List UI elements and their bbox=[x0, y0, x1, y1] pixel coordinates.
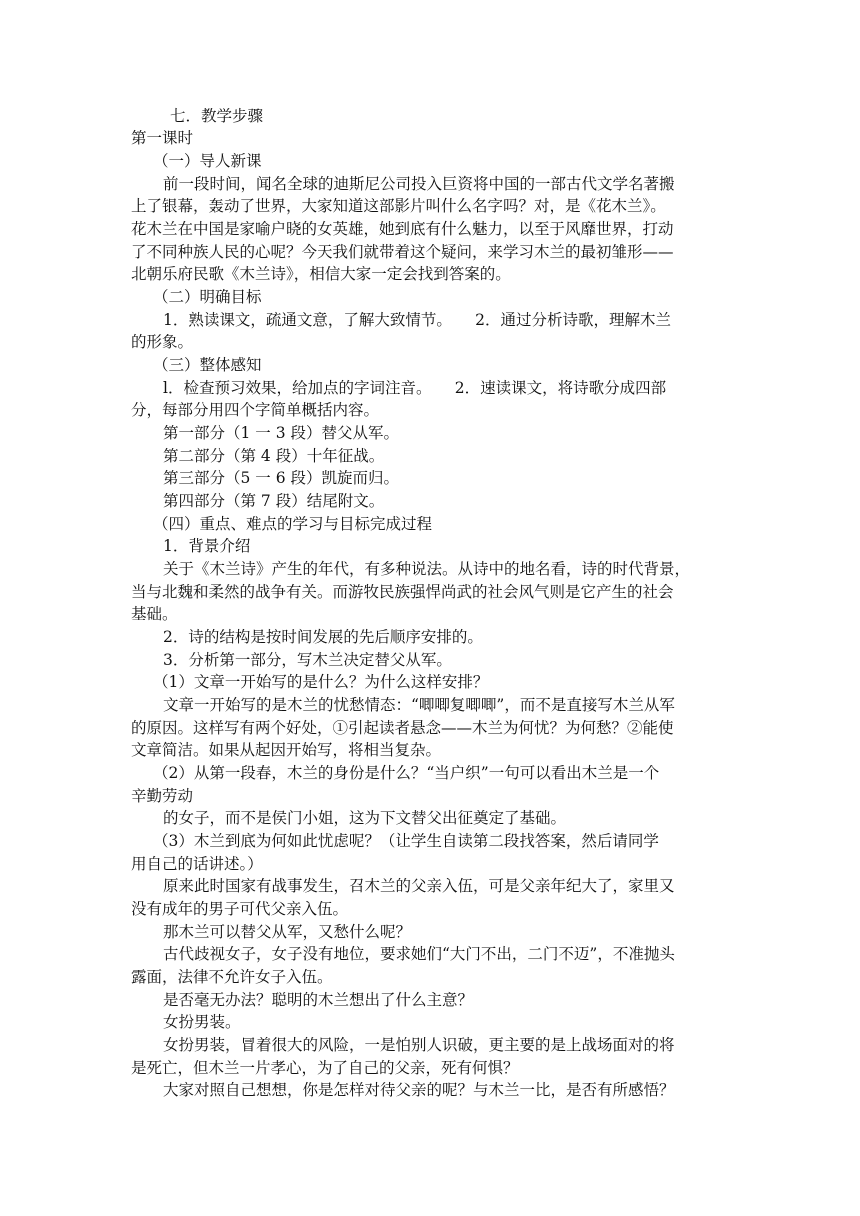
numbered-heading: 3．分析第一部分，写木兰决定替父从军。 bbox=[163, 651, 452, 669]
subsection-heading: （一）导人新课 bbox=[153, 152, 262, 170]
paragraph-line: 是死亡，但木兰一片孝心，为了自己的父亲，死有何惧？ bbox=[131, 1059, 519, 1077]
paragraph-line: 当与北魏和柔然的战争有关。而游牧民族强悍尚武的社会风气则是它产生的社会 bbox=[131, 583, 674, 601]
paragraph-line: 花木兰在中国是家喻户晓的女英雄，她到底有什么魅力，以至于风靡世界，打动 bbox=[131, 220, 674, 238]
paragraph-line: 没有成年的男子可代父亲入伍。 bbox=[131, 900, 349, 918]
paragraph-line: 上了银幕，轰动了世界，大家知道这部影片叫什么名字吗？对，是《花木兰》。 bbox=[131, 197, 666, 215]
subsection-heading: （三）整体感知 bbox=[153, 356, 262, 374]
paragraph-line: 的形象。 bbox=[131, 333, 194, 351]
paragraph-line: 古代歧视女子，女子没有地位，要求她们“大门不出，二门不迈”，不准抛头 bbox=[163, 945, 675, 963]
question-line: （1）文章一开始写的是什么？为什么这样安排？ bbox=[153, 673, 489, 691]
lesson-heading: 第一课时 bbox=[131, 129, 194, 147]
list-item: 第一部分（1 一 3 段）替父从军。 bbox=[163, 424, 400, 442]
paragraph-line: 1．熟读课文，疏通文意，了解大致情节。 2．通过分析诗歌，理解木兰 bbox=[163, 311, 671, 329]
paragraph-line: 文章一开始写的是木兰的忧愁情态：“唧唧复唧唧”，而不是直接写木兰从军 bbox=[163, 696, 675, 714]
list-item: 第三部分（5 一 6 段）凯旋而归。 bbox=[163, 469, 400, 487]
paragraph-line: 那木兰可以替父从军，又愁什么呢？ bbox=[163, 923, 412, 941]
paragraph-line: 北朝乐府民歌《木兰诗》，相信大家一定会找到答案的。 bbox=[131, 265, 511, 283]
paragraph-line: 文章简洁。如果从起因开始写，将相当复杂。 bbox=[131, 741, 442, 759]
paragraph-line: 了不同种族人民的心呢？今天我们就带着这个疑问，来学习木兰的最初雏形—— bbox=[131, 243, 674, 261]
paragraph-line: 关于《木兰诗》产生的年代，有多种说法。从诗中的地名看，诗的时代背景， bbox=[163, 560, 691, 578]
subsection-heading: （二）明确目标 bbox=[153, 288, 262, 306]
paragraph-line: 辛勤劳动 bbox=[131, 787, 194, 805]
paragraph-line: 的女子，而不是侯门小姐，这为下文替父出征奠定了基础。 bbox=[163, 809, 567, 827]
paragraph-line: l．检查预习效果，给加点的字词注音。 2．速读课文，将诗歌分成四部 bbox=[163, 379, 667, 397]
paragraph-line: 是否毫无办法？聪明的木兰想出了什么主意？ bbox=[163, 991, 474, 1009]
subsection-heading: （四）重点、难点的学习与目标完成过程 bbox=[153, 515, 433, 533]
section-heading: 七．教学步骤 bbox=[170, 107, 264, 125]
paragraph-line: 大家对照自己想想，你是怎样对待父亲的呢？与木兰一比，是否有所感悟？ bbox=[163, 1081, 675, 1099]
paragraph-line: 前一段时间，闻名全球的迪斯尼公司投入巨资将中国的一部古代文学名著搬 bbox=[163, 175, 675, 193]
question-line: （2）从第一段春，木兰的身份是什么？“当户织”一句可以看出木兰是一个 bbox=[153, 764, 660, 782]
paragraph-line: 的原因。这样写有两个好处，①引起读者悬念——木兰为何忧？为何愁？②能使 bbox=[131, 719, 674, 737]
paragraph-line: 用自己的话讲述。） bbox=[131, 855, 263, 873]
numbered-heading: 2．诗的结构是按时间发展的先后顺序安排的。 bbox=[163, 628, 483, 646]
paragraph-line: 女扮男装，冒着很大的风险，一是怕别人识破，更主要的是上战场面对的将 bbox=[163, 1036, 675, 1054]
paragraph-line: 女扮男装。 bbox=[163, 1013, 241, 1031]
paragraph-line: 原来此时国家有战事发生，召木兰的父亲入伍，可是父亲年纪大了，家里又 bbox=[163, 877, 675, 895]
list-item: 第四部分（第 7 段）结尾附文。 bbox=[163, 492, 385, 510]
numbered-heading: 1．背景介绍 bbox=[163, 537, 251, 555]
paragraph-line: 露面，法律不允许女子入伍。 bbox=[131, 968, 333, 986]
list-item: 第二部分（第 4 段）十年征战。 bbox=[163, 447, 385, 465]
paragraph-line: 基础。 bbox=[131, 605, 178, 623]
question-line: （3）木兰到底为何如此忧虑呢？（让学生自读第二段找答案，然后请同学 bbox=[153, 832, 659, 850]
paragraph-line: 分，每部分用四个字简单概括内容。 bbox=[131, 401, 380, 419]
